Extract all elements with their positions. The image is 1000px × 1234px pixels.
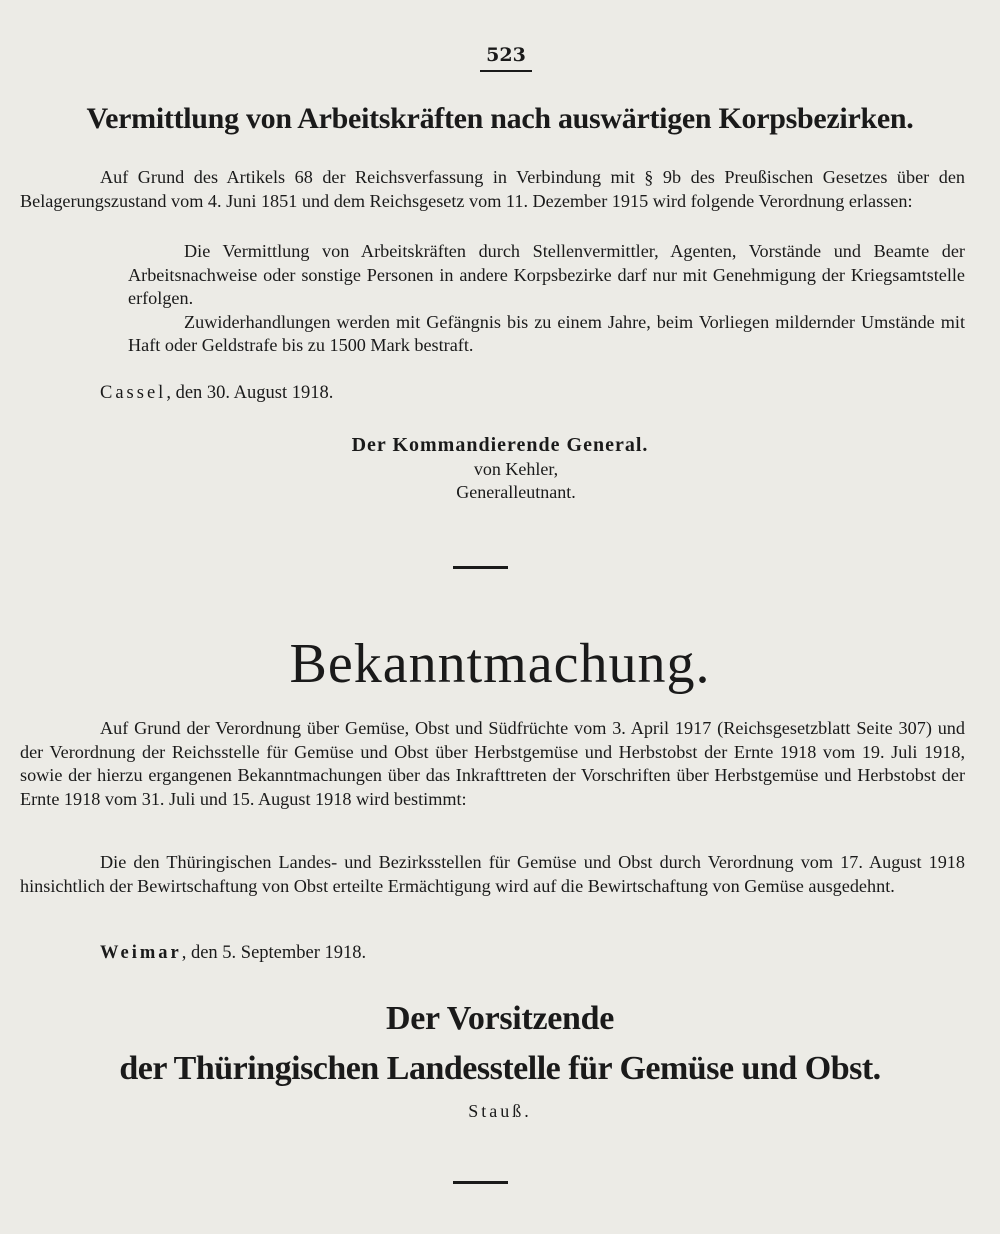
section2-decision: Die den Thüringischen Landes- und Bezirksstellen für Gemüse und Obst durch Verordnung vom 17. August 1918 hinsichtlich der Bewirtschaftung von Obst erteilte Ermächtigung wird auf die Bewirtschaftung von Gemüse ausgedehnt. — [20, 852, 965, 896]
section1-intro: Auf Grund des Artikels 68 der Reichsverfassung in Verbindung mit § 9b des Preußischen Gesetzes über den Belagerungszustand vom 4. Juni 1851 und dem Reichsgesetz vom 11. Dezember 1915 wird folgende Verordnung erlassen: — [20, 167, 965, 211]
page-number: 523 — [480, 44, 532, 72]
section1-ordinance-paragraph-2: Zuwiderhandlungen werden mit Gefängnis bis zu einem Jahre, beim Vorliegen mildernder Umstände mit Haft oder Geldstrafe bis zu 1500 Mark bestraft. — [128, 311, 965, 355]
section2-signer-name: Stauß. — [468, 1101, 532, 1121]
section2-intro: Auf Grund der Verordnung über Gemüse, Obst und Südfrüchte vom 3. April 1917 (Reichsgesetzblatt Seite 307) und der Verordnung der Reichsstelle für Gemüse und Obst über Herbstgemüse und Herbstobst der Ernte 1918 vom 19. Juli 1918, sowie der hierzu ergangenen Bekanntmachungen über das Inkrafttreten der Vorschriften über Herbstgemüse und Herbstobst der Ernte 1918 vom 31. Juli und 15. August 1918 wird bestimmt: — [20, 718, 965, 809]
section1-signer-title: Der Kommandierende General. — [351, 434, 649, 456]
section1-date: , den 30. August 1918. — [166, 383, 334, 403]
section2-date: , den 5. September 1918. — [181, 943, 367, 963]
section1-signer-rank: Generalleutnant. — [456, 482, 576, 502]
section2-place: Weimar — [100, 943, 182, 963]
section1-signer-name: von Kehler, — [473, 459, 559, 479]
section1-place: Cassel — [100, 383, 167, 403]
section2-title: Bekanntmachung. — [289, 633, 711, 695]
divider-rule-2 — [453, 1181, 508, 1184]
section2-signer-line2: der Thüringischen Landesstelle für Gemüse und Obst. — [119, 1050, 881, 1087]
section1-title: Vermittlung von Arbeitskräften nach auswärtigen Korpsbezirken. — [86, 102, 914, 135]
section1-ordinance-paragraph-1: Die Vermittlung von Arbeitskräften durch Stellenvermittler, Agenten, Vorstände und Beamte der Arbeitsnachweise oder sonstige Personen in andere Korpsbezirke darf nur mit Genehmigung der Kriegsamtstelle erfolgen. — [128, 241, 965, 308]
section1-place-date — [100, 383, 333, 404]
section2-signer-line1: Der Vorsitzende — [385, 1000, 615, 1037]
section1-ordinance — [128, 240, 965, 358]
section2-place-date — [100, 943, 366, 964]
divider-rule-1 — [453, 566, 508, 569]
